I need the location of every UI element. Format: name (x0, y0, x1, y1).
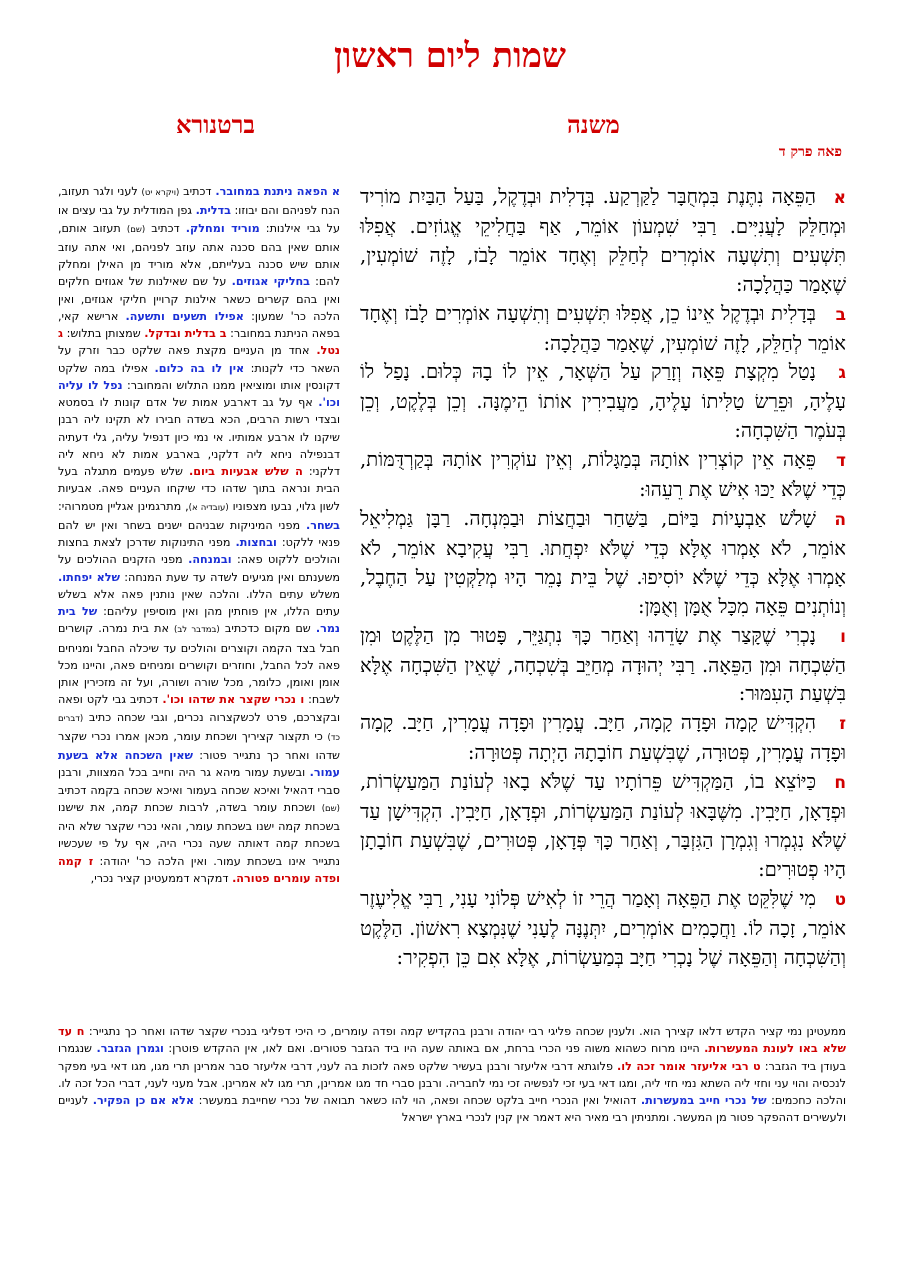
dibbur-hamatchil: מוריד ומחלק. (185, 221, 260, 235)
commentary-text: ממעטינן נמי קציר הקדש דלאו קצירך הוא. ולענין שכחה פליגי רבי יהודה ורבנן בהקדיש קמה ופדה עומרים, כי היכי דפליגי בנכרי שקצר שדהו ואחר כך נתגייר: (84, 1025, 846, 1038)
mishna-text: נָטַל מִקְצָת פֵּאָה וְזָרַק עַל הַשְּׁאָר, אֵין לוֹ בָהּ כְּלוּם. נָפַל לוֹ עָלֶיהָ, וּפֵרֵשׂ טַלִּיתוֹ עָלֶיהָ, מַעֲבִירִין אוֹתוֹ הֵימֶנָּה. וְכֵן בְּלֶקֶט, וְכֵן בְּעֹמֶר הַשִּׁכְחָה: (360, 360, 846, 443)
commentary-text: לעניים ולעשירים דההפקר פטור מן המעשר. ומתניתין רבי מאיר היא דאמר אין קנין לנכרי בארץ ישראל (58, 1094, 846, 1125)
commentary-text: תעזוב אותם, אותם שאין בהם סכנה אתה עוזב לפניהם, ואי אתה עוזב אותם שיש סכנה בעלייתם, אלא מוריד מן האילן ומחלק להם: (58, 221, 341, 289)
source-citation: (שם) (126, 224, 146, 235)
dibbur-hamatchil: אין לו בה כלום. (154, 361, 245, 375)
commentary-text: גפן המודלית על גבי עצים או על גבי אילנות: (58, 204, 340, 235)
mishna-text: בְּדָלִית וּבְדֶקֶל אֵינוֹ כֵן, אֲפִלּוּ תִּשְׁעִים וְתִשְׁעָה אוֹמְרִים לָבֹז וְאֶחָד אוֹמֵר לְחַלֵּק, לָזֶה שׁוֹמְעִין, שֶׁאָמַר כַּהֲלָכָה: (360, 301, 846, 355)
mishna-number: ד (836, 451, 846, 472)
commentary-text: משלש עתים הללו. והלכה שאין נותנין פאה אלא בשלש עתים הללו, אין פוחתין מהן ואין מוסיפין עליהם: (58, 587, 341, 618)
dibbur-hamatchil: של נכרי חייב במעשרות. (640, 1094, 767, 1107)
commentary-text: פלוגתא דרבי אליעזר ורבנן בעשיר שלקט פאה לזכות בה לעני, דרבי אליעזר סבר אמרינן תרי מגו, מגו דאי בעי מפקר לנכסיה והוי עני וחזי ליה השתא נמי חזי ליה, ומגו דאי בעי זכי לנפשיה זכי נמי לחבריה. ורבנן סברי חד מגו אמרינן, תרי מגו לא אמרינן. אבל מעני לעני, דברי הכל זכה לו. והלכה כחכמים: (58, 1059, 846, 1107)
dibbur-hamatchil: ג נטל. (58, 327, 340, 358)
mishna-number: ג (838, 363, 846, 384)
chapter-label: פאה פרק ד (778, 144, 842, 160)
dibbur-hamatchil: ב בדלית ובדקל. (144, 327, 227, 340)
mishna-paragraph (360, 358, 846, 446)
mishna-paragraph (360, 446, 846, 505)
source-citation: (עובדיה א) (188, 502, 229, 513)
commentary-text: ושכחת עומר בשדה, לרבות שכחת קמה, את שישנו בשכחת קמה ישנו בשכחת עומר, והאי נכרי שקצר שלא היה בשכחת קמה דאותה שעה נכרי היה, אף על פי שעכשיו נתגייר אינו בשכחת עמור. ואין הלכה כר' יהודה: (58, 800, 340, 868)
commentary-text: היינו מרוח כשהוא משוה פני הכרי ברחת, אם באותה שעה היו ביד הגזבר פטורים. ואם לאו, אין ההקדש פוטרן: (163, 1042, 705, 1056)
mishna-number: א (833, 188, 846, 208)
mishna-text: נָכְרִי שֶׁקָּצַר אֶת שָׂדֵהוּ וְאַחַר כָּךְ נִתְגַּיֵּר, פָּטוּר מִן הַלֶּקֶט וּמִן הַשִּׁכְחָה וּמִן הַפֵּאָה. רַבִּי יְהוּדָה מְחַיֵּב בְּשִׁכְחָה, שֶׁאֵין הַשִּׁכְחָה אֶלָּא בִּשְׁעַת הָעִמּוּר: (360, 623, 846, 706)
mishna-text: הִקְדִּישׁ קָמָה וּפָדָה קָמָה, חַיָּב. עֳמָרִין וּפָדָה עֳמָרִין, חַיָּב. קָמָה וּפָדָה עֳמָרִין, פְּטוּרָה, שֶׁבִּשְׁעַת חוֹבָתָהּ הָיְתָה פְּטוּרָה: (360, 711, 846, 765)
mishna-text: פֵּאָה אֵין קוֹצְרִין אוֹתָהּ בְּמַגָּלוֹת, וְאֵין עוֹקְרִין אוֹתָהּ בְּקַרְדֻּמּוֹת, כְּדֵי שֶׁלֹּא יַכּוּ אִישׁ אֶת רֵעֵהוּ: (360, 448, 846, 502)
dibbur-hamatchil: ט רבי אליעזר אומר זכה לו. (617, 1059, 761, 1073)
dibbur-hamatchil: ז קמה ופדה עומרים פטורה. (58, 854, 340, 885)
dibbur-hamatchil: אלא אם כן הפקיר. (92, 1094, 195, 1107)
source-citation: (דברים כד) (58, 713, 340, 743)
commentary-text: שנגמרו בעודן ביד הגזבר: (58, 1042, 847, 1073)
mishna-number: ז (839, 714, 846, 735)
dibbur-hamatchil: אפילו תשעים ותשעה. (125, 309, 244, 323)
commentary-text: דהואיל ואין הנכרי חייב בלקט שכחה ופאה, הוי להו כשאר תבואה של נכרי שחייבת במעשר: (194, 1094, 641, 1107)
commentary-text: דכתיב (179, 185, 216, 198)
mishna-number: ה (834, 509, 846, 530)
commentary-text: לעני ולגר תעזוב, הנח לפניהם והם יבוזו: (58, 185, 340, 218)
commentary-text: שלש פעמים מתגלה בעל הבית ונראה בתוך שדהו כדי שיקחו העניים פאה. אבעיות לשון גלוי, נבעו מצפוניו (58, 465, 341, 513)
mishna-paragraph (360, 709, 846, 768)
dibbur-hamatchil: א הפאה ניתנת במחובר. (215, 185, 340, 198)
source-citation: (שם) (321, 803, 340, 814)
mishna-text: מִי שֶׁלִּקֵּט אֶת הַפֵּאָה וְאָמַר הֲרֵי זוֹ לְאִישׁ פְּלוֹנִי עָנִי, רַבִּי אֱלִיעֶזֶר אוֹמֵר, זָכָה לוֹ. וַחֲכָמִים אוֹמְרִים, יִתְּנֶנָּה לֶעָנִי שֶׁנִּמְצָא רִאשׁוֹן. הַלֶּקֶט וְהַשִּׁכְחָה וְהַפֵּאָה שֶׁל נָכְרִי חַיָּב בְּמַעַשְׂרוֹת, אֶלָּא אִם כֵּן הִפְקִיר: (360, 886, 846, 969)
dibbur-hamatchil: ה שלש אבעיות ביום. (189, 465, 303, 478)
dibbur-hamatchil: וגמרן הגזבר. (96, 1042, 164, 1056)
source-citation: (במדבר לב) (174, 625, 220, 636)
bartenura-commentary-column (58, 183, 340, 887)
dibbur-hamatchil: שלא יפחתו. (58, 570, 121, 584)
mishna-text: שָׁלֹשׁ אַבְעָיוֹת בַּיּוֹם, בַּשַּׁחַר וּבַחֲצוֹת וּבַמִּנְחָה. רַבָּן גַּמְלִיאֵל אוֹמֵר, לֹא אָמְרוּ אֶלָּא כְּדֵי שֶׁלֹּא יִפְחֲתוּ. רַבִּי עֲקִיבָא אוֹמֵר, לֹא אָמְרוּ אֶלָּא כְּדֵי שֶׁלֹּא יוֹסִיפוּ. שֶׁל בֵּית נָמֵר הָיוּ מְלַקְּטִין עַל הַחֶבֶל, וְנוֹתְנִים פֵּאָה מִכָּל אֻמָּן וְאֻמָּן: (360, 506, 846, 618)
dibbur-hamatchil: נפל לו עליה וכו'. (58, 378, 340, 409)
bartenura-continuation-paragraph (58, 1023, 846, 1127)
dibbur-hamatchil: בחליקי אגוזים. (231, 275, 310, 289)
dibbur-hamatchil: בדלית. (195, 204, 231, 218)
source-citation: (ויקרא יט) (141, 188, 180, 198)
commentary-text: ארישא קאי, בפאה הניתנת במחובר: (58, 309, 340, 340)
commentary-text: על שם שאילנות של אגוזים חלקים ואין בהם קשרים כשאר אילנות קרויין חליקי אגוזים, ואין הלכה כר' שמעון: (58, 275, 340, 323)
mishna-paragraph (360, 622, 846, 710)
bartenura-paragraph (58, 183, 340, 887)
mishna-text: כַּיּוֹצֵא בוֹ, הַמַּקְדִּישׁ פֵּרוֹתָיו עַד שֶׁלֹּא בָאוּ לְעוֹנַת הַמַּעַשְׂרוֹת, וּפְדָאָן, חַיָּבִין. מִשֶּׁבָּאוּ לְעוֹנַת הַמַּעַשְׂרוֹת, וּפְדָאָן, חַיָּבִין. הִקְדִּישָׁן עַד שֶׁלֹּא נִגְמְרוּ וְגִמְרָן הַגִּזְבָּר, וְאַחַר כָּךְ פְּדָאָן, פְּטוּרִים, שֶׁבִּשְׁעַת חוֹבָתָן הָיוּ פְטוּרִים: (360, 770, 846, 881)
mishna-number: ו (840, 626, 846, 647)
commentary-text: דמקרא דממעטינן קציר נכרי, (90, 871, 233, 885)
mishna-paragraph (360, 300, 846, 359)
commentary-text: שמצותן בתלוש: (63, 327, 145, 340)
mishna-number: ח (834, 773, 846, 794)
dibbur-hamatchil: בשחר. (306, 518, 340, 532)
commentary-text: אף על גב דארבע אמות של אדם קונות לו בסמטא ובצדי רשות הרבים, הכא בשדה חבירו לא תקינו ליה רבנן שיקנו לו ארבע אמותיו. אי נמי כיון דנפיל עליה, גלי דעתיה דבנפילה ניחא ליה דלקני, בארבע אמות לא ניחא ליה דלקני: (58, 396, 340, 478)
mishna-number: ט (834, 889, 846, 910)
commentary-text: ובשעת עמור מיהא גר היה וחייב בכל המצוות, ורבנן סברי דהאיל ואיכא שכחה בעמור ואיכא שכחה בקמה דכתיב (58, 766, 340, 797)
mishna-paragraph (360, 768, 846, 885)
commentary-text: אחד מן העניים מקצת פאה שלקט כבר וזרק על השאר כדי לקנות: (58, 344, 340, 375)
commentary-text: אפילו במה שלקט דקונסין אותו ומוציאין ממנו התלוש והמחובר: (58, 361, 341, 392)
dibbur-hamatchil: שאין השכחה אלא בשעת עמור. (58, 749, 340, 780)
dibbur-hamatchil: של בית נמר. (58, 605, 340, 636)
commentary-text: שם מקום כדכתיב (219, 622, 316, 636)
commentary-text: כי תקצור קציריך ושכחת עומר, מכאן אמרו נכרי שקצר שדהו ואחר כך נתגייר פטור: (58, 729, 340, 762)
dibbur-hamatchil: ובחצות. (235, 536, 277, 549)
dibbur-hamatchil: ו נכרי שקצר את שדהו וכו'. (162, 693, 305, 707)
mishna-number: ב (835, 304, 846, 325)
dibbur-hamatchil: ח עד שלא באו לעונת המעשרות. (58, 1025, 846, 1056)
bartenura-commentary-continuation (58, 1023, 846, 1127)
mishna-paragraph (360, 183, 846, 300)
commentary-text: , מתרגמינן אגליין מטמרוהי: (58, 499, 189, 513)
mishna-paragraph (360, 885, 846, 973)
mishna-text-column (360, 183, 846, 972)
dibbur-hamatchil: ובמנחה. (188, 553, 232, 567)
commentary-text: את בית נמרה. קושרים חבל בצד הקמה וקוצרים והולכים עד שיכלה החבל ומניחים פאה לכל החבל, וחוזרים וקושרים ומניחים פאה, והיינו מכל אומן ואומן, כלומר, מכל שורה ושורה, ועל זה מזכירין אותן לשבח: (58, 622, 340, 707)
mishna-paragraph (360, 505, 846, 622)
bartenura-column-header: ברטנורא (176, 110, 255, 139)
mishna-text: הַפֵּאָה נִתֶּנֶת בִּמְחֻבָּר לַקַּרְקַע. בְּדָלִית וּבְדֶקֶל, בַּעַל הַבַּיִת מוֹרִיד וּמְחַלֵּק לָעֲנִיִּים. רַבִּי שִׁמְעוֹן אוֹמֵר, אַף בַּחֲלִיקֵי אֱגוֹזִים. אֲפִלּוּ תִּשְׁעִים וְתִשְׁעָה אוֹמְרִים לְחַלֵּק וְאֶחָד אוֹמֵר לָבֹז, לָזֶה שׁוֹמְעִין, שֶׁאָמַר כַּהֲלָכָה: (360, 185, 846, 296)
commentary-text: דכתיב גבי לקט ופאה ובקצרכם, פרט לכשקצרוה נכרים, וגבי שכחה כתיב (58, 693, 340, 724)
page-title: שמות ליום ראשון (333, 36, 567, 76)
commentary-text: מפני המיניקות שבניהם ישנים בשחר ואין יש להם פנאי ללקט: (58, 518, 340, 549)
commentary-text: מפני הזקנים ההולכים על משענתם ואין מגיעים לשדה עד שעת המנחה: (58, 553, 340, 584)
commentary-text: דכתיב (145, 221, 186, 235)
commentary-text: מפני התינוקות שדרכן לצאת בחצות והולכים ללקוט פאה: (58, 536, 341, 567)
mishna-column-header: משנה (567, 110, 620, 139)
